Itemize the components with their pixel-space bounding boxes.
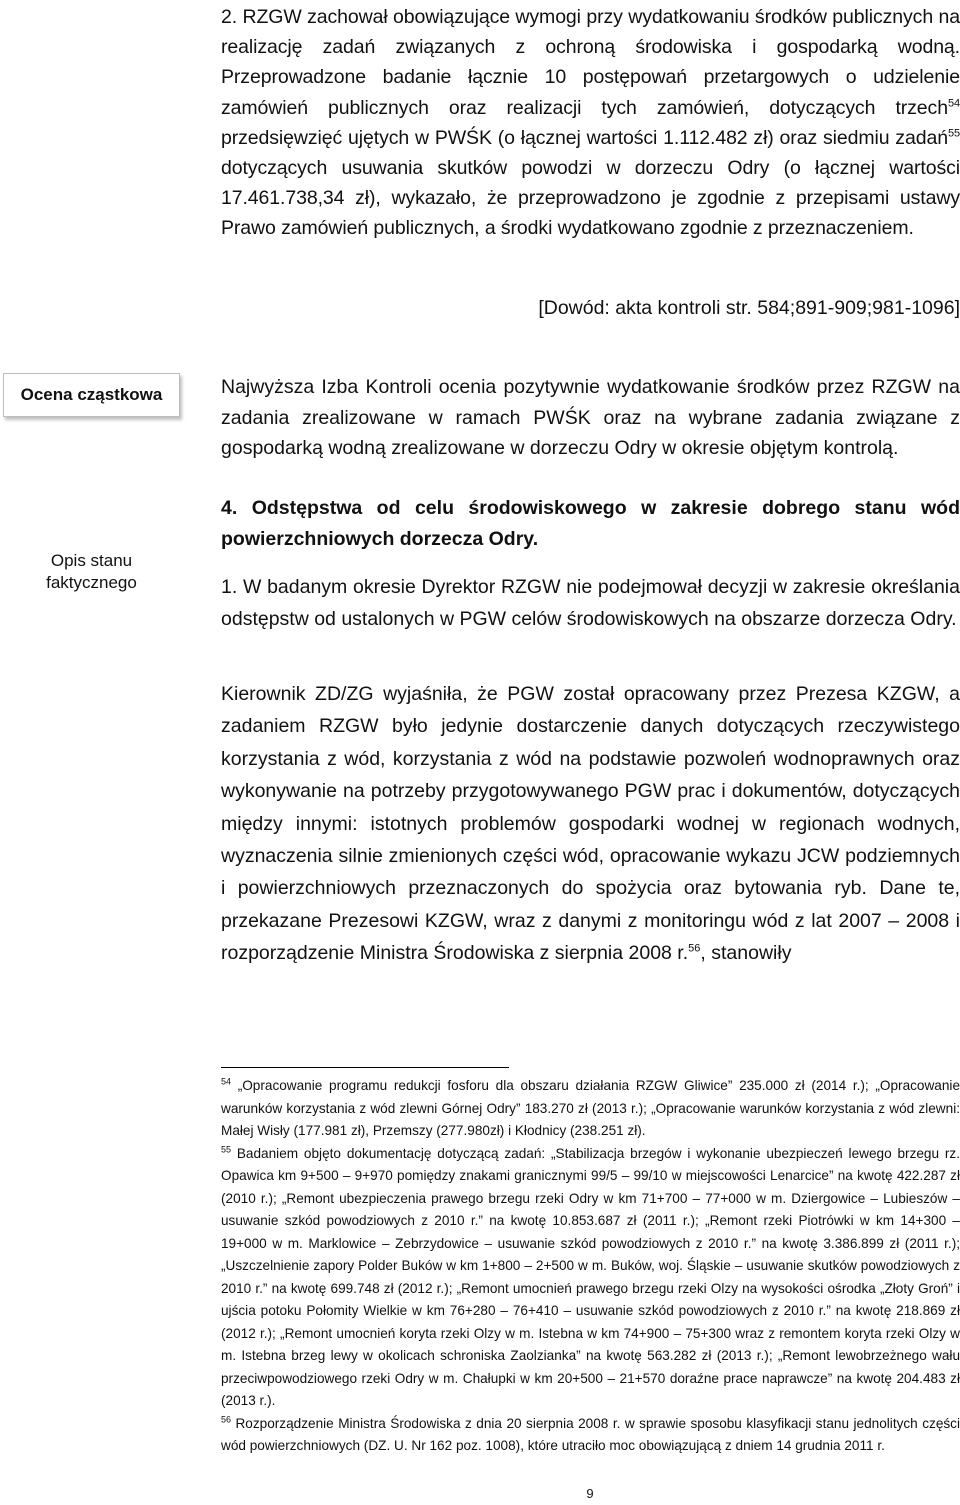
footnote-ref-56[interactable]: 56 (688, 942, 701, 955)
footnotes (221, 1075, 960, 1458)
page-number: 9 (586, 1486, 594, 1501)
footnote-ref-55[interactable]: 55 (947, 127, 960, 140)
footnote-text: Rozporządzenie Ministra Środowiska z dnia 20 sierpnia 2008 r. w sprawie sposobu klasyfikacji stanu jednolitych części wód powierzchniowych (DZ. U. Nr 162 poz. 1008), które utraciło moc obowiązującą z dniem 14 grudnia 2011 r. (221, 1415, 960, 1453)
paragraph-2 (221, 678, 960, 970)
paragraph-text: , stanowiły (700, 942, 792, 965)
opis-label-line: Opis stanu (50, 551, 133, 570)
paragraph-text: 2. RZGW zachował obowiązujące wymogi przy wydatkowaniu środków publicznych na realizację zadań związanych z ochroną środowiska i gospodarką wodną. Przeprowadzone badanie łącznie 10 postępowań przetargowych o udzielenie zamówień publicznych oraz realizacji tych zamówień, dotyczących trzech (221, 6, 960, 119)
ocena-paragraph: Najwyższa Izba Kontroli ocenia pozytywnie wydatkowanie środków przez RZGW na zadania zrealizowane w ramach PWŚK oraz na wybrane zadania związane z gospodarką wodną zrealizowane w dorzeczu Odry w okresie objętym kontrolą. (221, 376, 960, 459)
paragraph-text: dotyczących usuwania skutków powodzi w dorzeczu Odry (o łącznej wartości 17.461.738,34 zł), wykazało, że przeprowadzono je zgodnie z przepisami ustawy Prawo zamówień publicznych, a środki wydatkowano zgodnie z przeznaczeniem. (221, 157, 960, 240)
paragraph-item-2 (221, 2, 960, 244)
evidence-reference: [Dowód: akta kontroli str. 584;891-909;981-1096] (538, 297, 960, 319)
section-heading: 4. Odstępstwa od celu środowiskowego w zakresie dobrego stanu wód powierzchniowych dorzecza Odry. (221, 497, 960, 550)
ocena-czastkowa-label: Ocena cząstkowa (3, 373, 180, 417)
footnote-text: Badaniem objęto dokumentację dotyczącą zadań: „Stabilizacja brzegów i wykonanie ubezpieczeń lewego brzegu rz. Opawica km 9+500 – 9+970 pomiędzy znakami granicznymi 99/5 – 99/10 w miejscowości Lenarcice” na kwotę 422.287 zł (2010 r.); „Remont ubezpieczenia prawego brzegu rzeki Odry w km 71+700 – 77+000 w m. Dziergowice – Lubieszów – usuwanie szkód powodziowych z 2010 r.” na kwotę 10.853.687 zł (2011 r.); „Remont rzeki Piotrówki w km 14+300 – 19+000 w m. Marklowice – Zebrzydowice – usuwanie szkód powodziowych z 2010 r.” na kwotę 3.386.899 zł (2011 r.); „Uszczelnienie zapory Polder Buków w km 1+800 – 2+500 w m. Buków, woj. Śląskie – usuwanie skutków powodziowych z 2010 r.” na kwotę 699.748 zł (2012 r.); „Remont umocnień prawego brzegu rzeki Olzy na wysokości ośrodka „Złoty Groń” i ujścia potoku Połomity Wielkie w km 76+280 – 76+410 – usuwanie szkód powodziowych z 2010 r.” na kwotę 218.869 zł (2012 r.); „Remont umocnień koryta rzeki Olzy w m. Istebna w km 74+900 – 75+300 wraz z remontem koryta rzeki Olzy w m. Istebna brzeg lewy w okolicach schroniska Zaolzianka” na kwotę 563.282 zł (2013 r.); „Remont lewobrzeżnego wału przeciwpowodziowego rzeki Odry w m. Chałupki w km 20+500 – 21+570 doraźne prace naprawcze” na kwotę 204.483 zł (2013 r.). (221, 1145, 960, 1408)
footnote-56 (221, 1413, 960, 1458)
footnote-55 (221, 1143, 960, 1413)
paragraph-1: 1. W badanym okresie Dyrektor RZGW nie podejmował decyzji w zakresie określania odstępstw od ustalonych w PGW celów środowiskowych na obszarze dorzecza Odry. (221, 576, 960, 630)
footnote-ref-54[interactable]: 54 (947, 97, 960, 110)
footnote-54 (221, 1075, 960, 1143)
footnote-number: 55 (221, 1143, 232, 1154)
footnote-text: „Opracowanie programu redukcji fosforu dla obszaru działania RZGW Gliwice” 235.000 zł (2014 r.); „Opracowanie warunków korzystania z wód zlewni Górnej Odry” 183.270 zł (2013 r.); „Opracowanie warunków korzystania z wód zlewni: Małej Wisły (177.981 zł), Przemszy (277.980zł) i Kłodnicy (238.251 zł). (221, 1078, 960, 1138)
paragraph-text: przedsięwzięć ujętych w PWŚK (o łącznej wartości 1.112.482 zł) oraz siedmiu zadań (221, 126, 948, 149)
footnote-number: 54 (221, 1076, 232, 1087)
footnote-number: 56 (221, 1413, 232, 1424)
footnote-separator (221, 1067, 509, 1068)
opis-label-line: faktycznego (46, 573, 137, 592)
paragraph-text: Kierownik ZD/ZG wyjaśniła, że PGW został opracowany przez Prezesa KZGW, a zadaniem RZGW było jedynie dostarczenie danych dotyczących rzeczywistego korzystania z wód, korzystania z wód na podstawie pozwoleń wodnoprawnych oraz wykonywanie na potrzeby przygotowywanego PGW prac i dokumentów, dotyczących między innymi: istotnych problemów gospodarki wodnej w regionach wodnych, wyznaczenia silnie zmienionych części wód, opracowanie wykazu JCW podziemnych i powierzchniowych przeznaczonych do spożycia oraz bytowania ryb. Dane te, przekazane Prezesowi KZGW, wraz z danymi z monitoringu wód z lat 2007 – 2008 i rozporządzenie Ministra Środowiska z sierpnia 2008 r. (221, 683, 960, 965)
opis-stanu-label (3, 550, 180, 594)
